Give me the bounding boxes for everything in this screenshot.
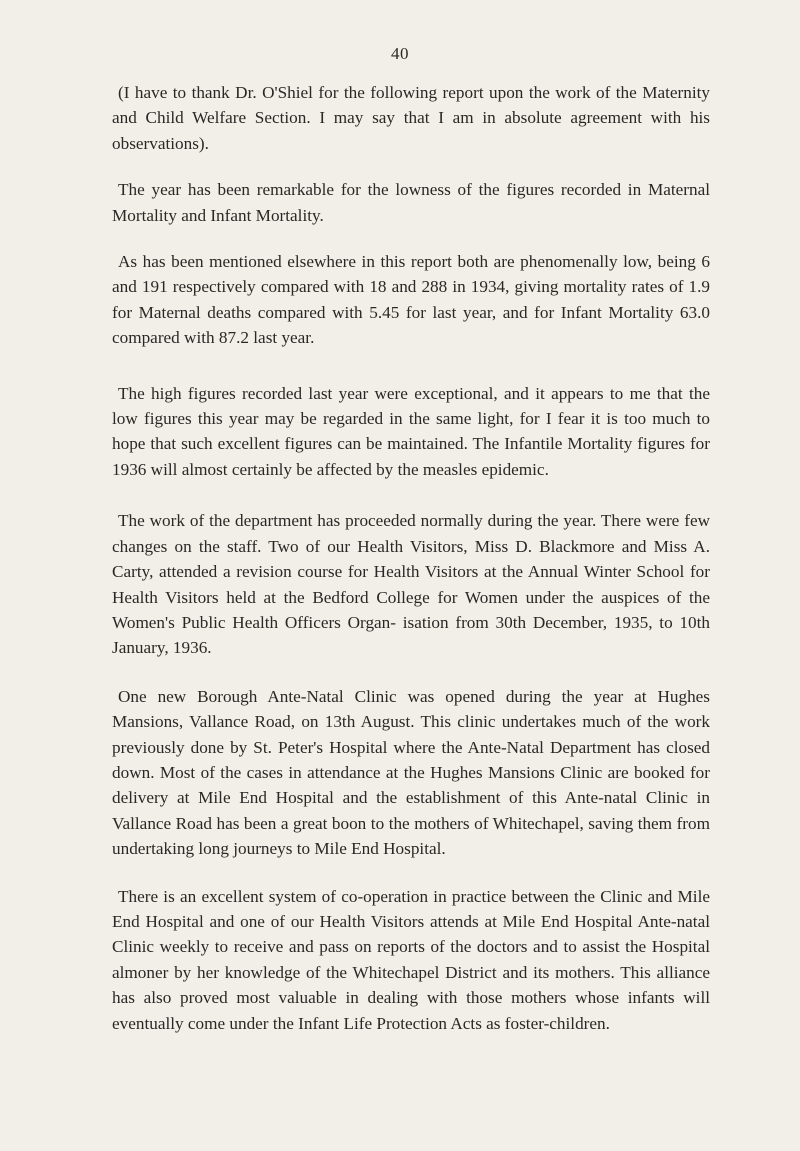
paragraph-department-work: The work of the department has proceeded normally during the year. There were few changes on the staff. Two of our Health Visitors, Miss D. Blackmore and Miss A. Carty, attended a revision course for Health Visitors at the Annual Winter School for Health Visitors held at the Bedford College for Women under the auspices of the Women's Public Health Officers Organ- isation from 30th December, 1935, to 10th January, 1936. [112,511,710,658]
paragraph-remarkable-year: The year has been remarkable for the lowness of the figures recorded in Maternal Mortality and Infant Mortality. [112,180,710,225]
report-body [112,80,710,1036]
paragraph-ante-natal-clinic: One new Borough Ante-Natal Clinic was opened during the year at Hughes Mansions, Vallance Road, on 13th August. This clinic undertakes much of the work previously done by St. Peter's Hospital where the Ante-Natal Department has closed down. Most of the cases in attendance at the Hughes Mansions Clinic are booked for delivery at Mile End Hospital and the establishment of this Ante-natal Clinic in Vallance Road has been a great boon to the mothers of Whitechapel, saving them from undertaking long journeys to Mile End Hospital. [112,686,710,859]
page-number: 40 [391,44,409,63]
paragraph-co-operation: There is an excellent system of co-operation in practice between the Clinic and Mile End Hospital and one of our Health Visitors attends at Mile End Hospital Ante-natal Clinic weekly to receive and pass on reports of the doctors and to assist the Hospital almoner by her knowledge of the Whitechapel District and its mothers. This alliance has also proved most valuable in dealing with those mothers whose infants will eventually come under the Infant Life Protection Acts as foster-children. [112,886,710,1033]
paragraph-mortality-figures: As has been mentioned elsewhere in this report both are phenomenally low, being 6 and 191 respectively compared with 18 and 288 in 1934, giving mortality rates of 1.9 for Maternal deaths compared with 5.45 for last year, and for Infant Mortality 63.0 compared with 87.2 last year. [112,252,710,348]
paragraph-exceptional-figures: The high figures recorded last year were exceptional, and it appears to me that the low figures this year may be regarded in the same light, for I fear it is too much to hope that such excellent figures can be maintained. The Infantile Mortality figures for 1936 will almost certainly be affected by the measles epidemic. [112,383,710,479]
paragraph-acknowledgement: (I have to thank Dr. O'Shiel for the following report upon the work of the Maternity and Child Welfare Section. I may say that I am in absolute agreement with his observations). [112,83,710,153]
